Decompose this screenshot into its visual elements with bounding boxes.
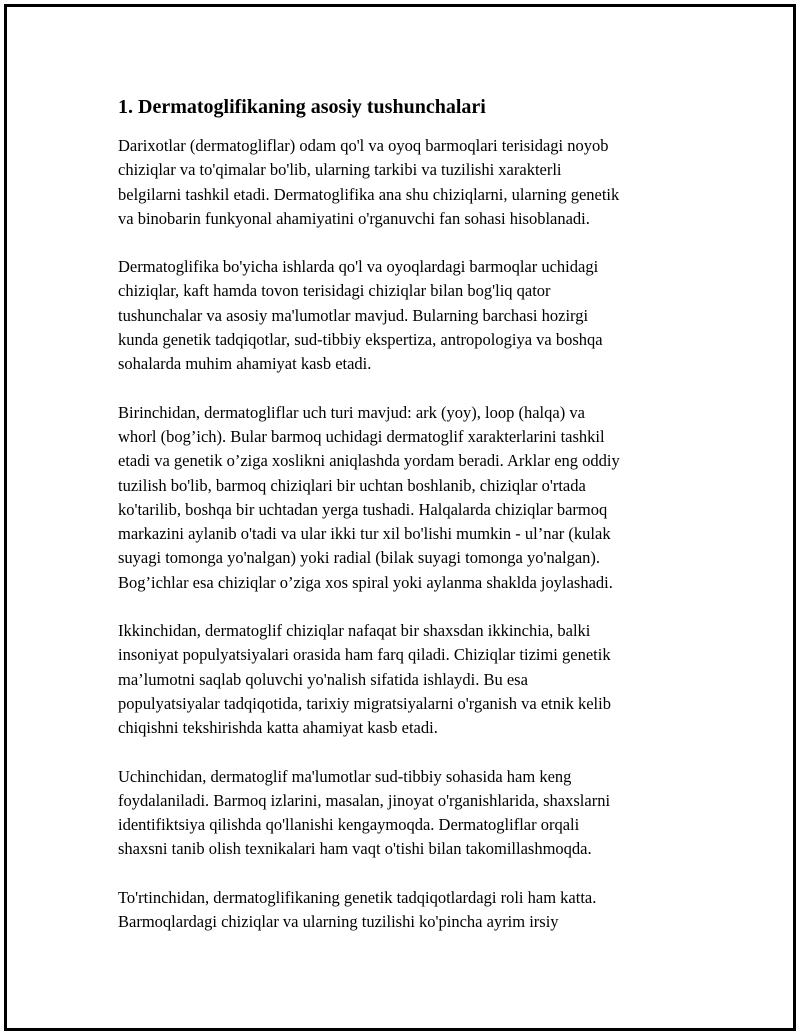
text-line: etadi va genetik o’ziga xoslikni aniqlashda yordam beradi. Arklar eng oddiy	[118, 451, 620, 471]
paragraph-concepts	[118, 255, 688, 376]
text-line: Uchinchidan, dermatoglif ma'lumotlar sud-tibbiy sohasida ham keng	[118, 766, 572, 786]
text-line: kunda genetik tadqiqotlar, sud-tibbiy ekspertiza, antropologiya va boshqa	[118, 330, 603, 350]
text-line: chiqishni tekshirishda katta ahamiyat kasb etadi.	[118, 718, 438, 738]
text-line: Darixotlar (dermatogliflar) odam qo'l va oyoq barmoqlari terisidagi noyob	[118, 136, 609, 155]
paragraph-intro	[118, 134, 688, 231]
paragraph-third	[118, 765, 688, 862]
text-line: identifiktsiya qilishda qo'llanishi kengaymoqda. Dermatogliflar orqali	[118, 815, 580, 835]
text-line: suyagi tomonga yo'nalgan) yoki radial (bilak suyagi tomonga yo'nalgan).	[118, 548, 601, 568]
text-line: Dermatoglifika bo'yicha ishlarda qo'l va oyoqlardagi barmoqlar uchidagi	[118, 257, 599, 277]
text-line: Ikkinchidan, dermatoglif chiziqlar nafaqat bir shaxsdan ikkinchia, balki	[118, 621, 591, 641]
text-line: va binobarin funkyonal ahamiyatini o'rganuvchi fan sohasi hisoblanadi.	[118, 208, 590, 228]
text-line: ma’lumotni saqlab qoluvchi yo'nalish sifatida ishlaydi. Bu esa	[118, 669, 528, 689]
paragraph-second	[118, 619, 688, 740]
text-line: shaxsni tanib olish texnikalari ham vaqt o'tishi bilan takomillashmoqda.	[118, 839, 592, 859]
text-line: To'rtinchidan, dermatoglifikaning genetik tadqiqotlardagi roli ham katta.	[118, 887, 597, 907]
section-heading: 1. Dermatoglifikaning asosiy tushunchalari	[118, 96, 486, 118]
text-line: sohalarda muhim ahamiyat kasb etadi.	[118, 354, 372, 374]
text-line: tuzilish bo'lib, barmoq chiziqlari bir uchtan boshlanib, chiziqlar o'rtada	[118, 475, 586, 495]
text-line: tushunchalar va asosiy ma'lumotlar mavjud. Bularning barchasi hozirgi	[118, 305, 589, 325]
paragraph-first	[118, 401, 688, 595]
text-line: foydalaniladi. Barmoq izlarini, masalan, jinoyat o'rganishlarida, shaxslarni	[118, 790, 611, 810]
text-line: belgilarni tashkil etadi. Dermatoglifika ana shu chiziqlarni, ularning genetik	[118, 184, 620, 204]
text-line: chiziqlar va to'qimalar bo'lib, ularning tarkibi va tuzilishi xarakterli	[118, 160, 562, 180]
text-line: whorl (bog’ich). Bular barmoq uchidagi dermatoglif xarakterlarini tashkil	[118, 426, 605, 446]
text-line: chiziqlar, kaft hamda tovon terisidagi chiziqlar bilan bog'liq qator	[118, 281, 551, 301]
document-body	[118, 94, 688, 958]
text-line: insoniyat populyatsiyalari orasida ham farq qiladi. Chiziqlar tizimi genetik	[118, 645, 611, 665]
text-line: Birinchidan, dermatogliflar uch turi mavjud: ark (yoy), loop (halqa) va	[118, 402, 585, 422]
paragraph-fourth	[118, 886, 688, 935]
text-line: Bog’ichlar esa chiziqlar o’ziga xos spiral yoki aylanma shaklda joylashadi.	[118, 572, 613, 592]
text-line: Barmoqlardagi chiziqlar va ularning tuzilishi ko'pincha ayrim irsiy	[118, 912, 559, 932]
text-line: ko'tarilib, boshqa bir uchtadan yerga tushadi. Halqalarda chiziqlar barmoq	[118, 499, 608, 519]
text-line: markazini aylanib o'tadi va ular ikki tur xil bo'lishi mumkin - ul’nar (kulak	[118, 524, 611, 544]
text-line: populyatsiyalar tadqiqotida, tarixiy migratsiyalarni o'rganish va etnik kelib	[118, 693, 611, 713]
